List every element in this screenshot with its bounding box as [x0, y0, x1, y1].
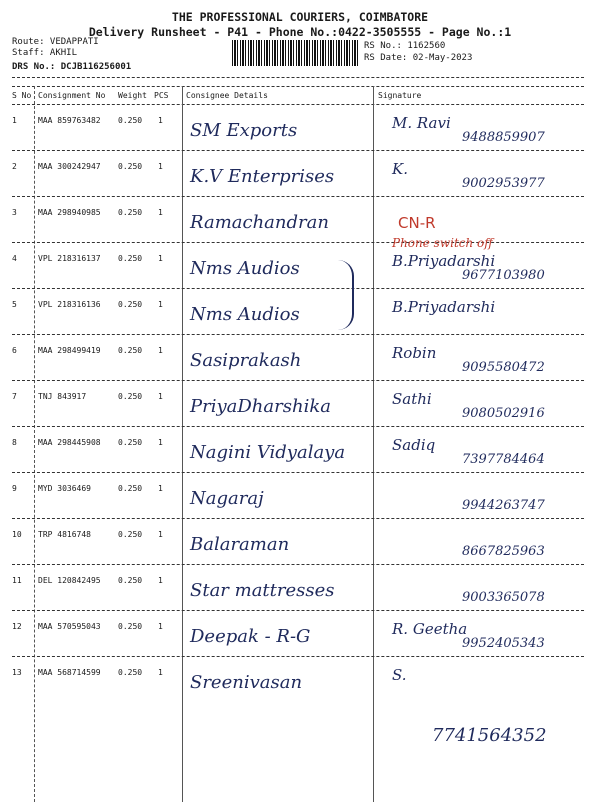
row-pcs: 1 [158, 300, 163, 309]
row-weight: 0.250 [118, 162, 143, 171]
staff-label: Staff: AKHIL [12, 48, 78, 58]
row-sno: 12 [12, 622, 22, 631]
row-pcs: 1 [158, 484, 163, 493]
row-signature: K. [392, 160, 408, 178]
row-pcs: 1 [158, 162, 163, 171]
rs-date: RS Date: 02-May-2023 [364, 53, 473, 63]
row-sno: 7 [12, 392, 17, 401]
row-sno: 13 [12, 668, 22, 677]
row-consignment: MAA 570595043 [38, 622, 101, 631]
row-divider [12, 196, 584, 197]
row-signature: S. [392, 666, 407, 684]
row-phone: 7397784464 [462, 452, 545, 467]
row-weight: 0.250 [118, 346, 143, 355]
column-rule [34, 86, 35, 802]
barcode [232, 40, 360, 66]
column-rule [182, 86, 183, 802]
row-sno: 5 [12, 300, 17, 309]
row-sno: 9 [12, 484, 17, 493]
col-sno: S No [12, 91, 32, 100]
row-consignee: K.V Enterprises [190, 166, 335, 187]
divider [12, 86, 584, 87]
company-title: THE PROFESSIONAL COURIERS, COIMBATORE [171, 10, 429, 24]
row-phone: 9003365078 [462, 590, 545, 605]
row-pcs: 1 [158, 254, 163, 263]
row-divider [12, 288, 584, 289]
row-pcs: 1 [158, 392, 163, 401]
row-sno: 2 [12, 162, 17, 171]
divider [12, 77, 584, 78]
row-pcs: 1 [158, 208, 163, 217]
row-phone: 9944263747 [462, 498, 545, 513]
row3-note: Phone switch off [392, 236, 493, 250]
row-sno: 8 [12, 438, 17, 447]
row-divider [12, 564, 584, 565]
row-sno: 1 [12, 116, 17, 125]
row-consignment: TRP 4816748 [38, 530, 91, 539]
row-sno: 4 [12, 254, 17, 263]
row-sno: 11 [12, 576, 22, 585]
col-consignee: Consignee Details [186, 91, 268, 100]
row-sno: 10 [12, 530, 22, 539]
row-sno: 3 [12, 208, 17, 217]
row-pcs: 1 [158, 530, 163, 539]
row-signature: R. Geetha [392, 620, 468, 638]
row-consignee: SM Exports [190, 120, 298, 141]
drs-number: DRS No.: DCJB116256001 [12, 62, 132, 72]
row-phone: 9080502916 [462, 406, 545, 421]
row-consignment: MYD 3036469 [38, 484, 91, 493]
row-consignment: TNJ 843917 [38, 392, 87, 401]
row-sno: 6 [12, 346, 17, 355]
row-consignee: Star mattresses [190, 580, 335, 601]
row-consignment: VPL 218316137 [38, 254, 101, 263]
row-consignment: VPL 218316136 [38, 300, 101, 309]
row-divider [12, 472, 584, 473]
row-pcs: 1 [158, 116, 163, 125]
row-consignee: Sreenivasan [190, 672, 303, 693]
brace-mark [338, 260, 354, 330]
row3-code: CN-R [398, 214, 436, 232]
col-signature: Signature [378, 91, 422, 100]
col-consignment: Consignment No [38, 91, 106, 100]
row-consignee: Nagaraj [190, 488, 264, 509]
row-weight: 0.250 [118, 300, 143, 309]
route-label: Route: VEDAPPATI [12, 37, 99, 47]
row-consignee: Sasiprakash [190, 350, 302, 371]
row-weight: 0.250 [118, 208, 143, 217]
row-weight: 0.250 [118, 254, 143, 263]
row-divider [12, 610, 584, 611]
row-phone: 9002953977 [462, 176, 545, 191]
row-consignment: MAA 298940985 [38, 208, 101, 217]
row-weight: 0.250 [118, 484, 143, 493]
row-consignee: Balaraman [190, 534, 290, 555]
runsheet-subtitle: Delivery Runsheet - P41 - Phone No.:0422-3505555 - Page No.:1 [88, 25, 512, 39]
divider [12, 104, 584, 105]
rs-number: RS No.: 1162560 [364, 41, 446, 51]
row-consignee: Nagini Vidyalaya [190, 442, 346, 463]
row-phone: 9095580472 [462, 360, 545, 375]
row-divider [12, 426, 584, 427]
bottom-number: 7741564352 [432, 725, 547, 746]
row-consignee: Ramachandran [190, 212, 329, 233]
column-rule [373, 86, 374, 802]
row-weight: 0.250 [118, 668, 143, 677]
row-signature: B.Priyadarshi [392, 298, 496, 316]
row-signature: Sathi [392, 390, 432, 408]
row-consignment: MAA 298445908 [38, 438, 101, 447]
row-weight: 0.250 [118, 530, 143, 539]
row-phone: 8667825963 [462, 544, 545, 559]
row-pcs: 1 [158, 622, 163, 631]
row-consignee: Nms Audios [190, 258, 300, 279]
row-divider [12, 656, 584, 657]
row-weight: 0.250 [118, 438, 143, 447]
row-pcs: 1 [158, 346, 163, 355]
row-weight: 0.250 [118, 622, 143, 631]
row-consignment: MAA 859763482 [38, 116, 101, 125]
row-divider [12, 242, 584, 243]
row-phone: 9677103980 [462, 268, 545, 283]
row-phone: 9952405343 [462, 636, 545, 651]
row-consignee: PriyaDharshika [190, 396, 331, 417]
row-divider [12, 380, 584, 381]
row-divider [12, 150, 584, 151]
row-consignment: MAA 298499419 [38, 346, 101, 355]
col-pcs: PCS [154, 91, 169, 100]
row-weight: 0.250 [118, 392, 143, 401]
col-weight: Weight [118, 91, 147, 100]
row-signature: B.Priyadarshi [392, 252, 496, 270]
row-phone: 9488859907 [462, 130, 545, 145]
row-signature: M. Ravi [392, 114, 451, 132]
row-divider [12, 518, 584, 519]
row-consignment: MAA 300242947 [38, 162, 101, 171]
row-pcs: 1 [158, 576, 163, 585]
row-weight: 0.250 [118, 116, 143, 125]
row-consignment: MAA 568714599 [38, 668, 101, 677]
row-consignee: Nms Audios [190, 304, 300, 325]
row-divider [12, 334, 584, 335]
row-pcs: 1 [158, 438, 163, 447]
row-signature: Robin [392, 344, 437, 362]
row-signature: Sadiq [392, 436, 436, 454]
row-consignment: DEL 120842495 [38, 576, 101, 585]
row-weight: 0.250 [118, 576, 143, 585]
row-consignee: Deepak - R-G [190, 626, 311, 647]
row-pcs: 1 [158, 668, 163, 677]
